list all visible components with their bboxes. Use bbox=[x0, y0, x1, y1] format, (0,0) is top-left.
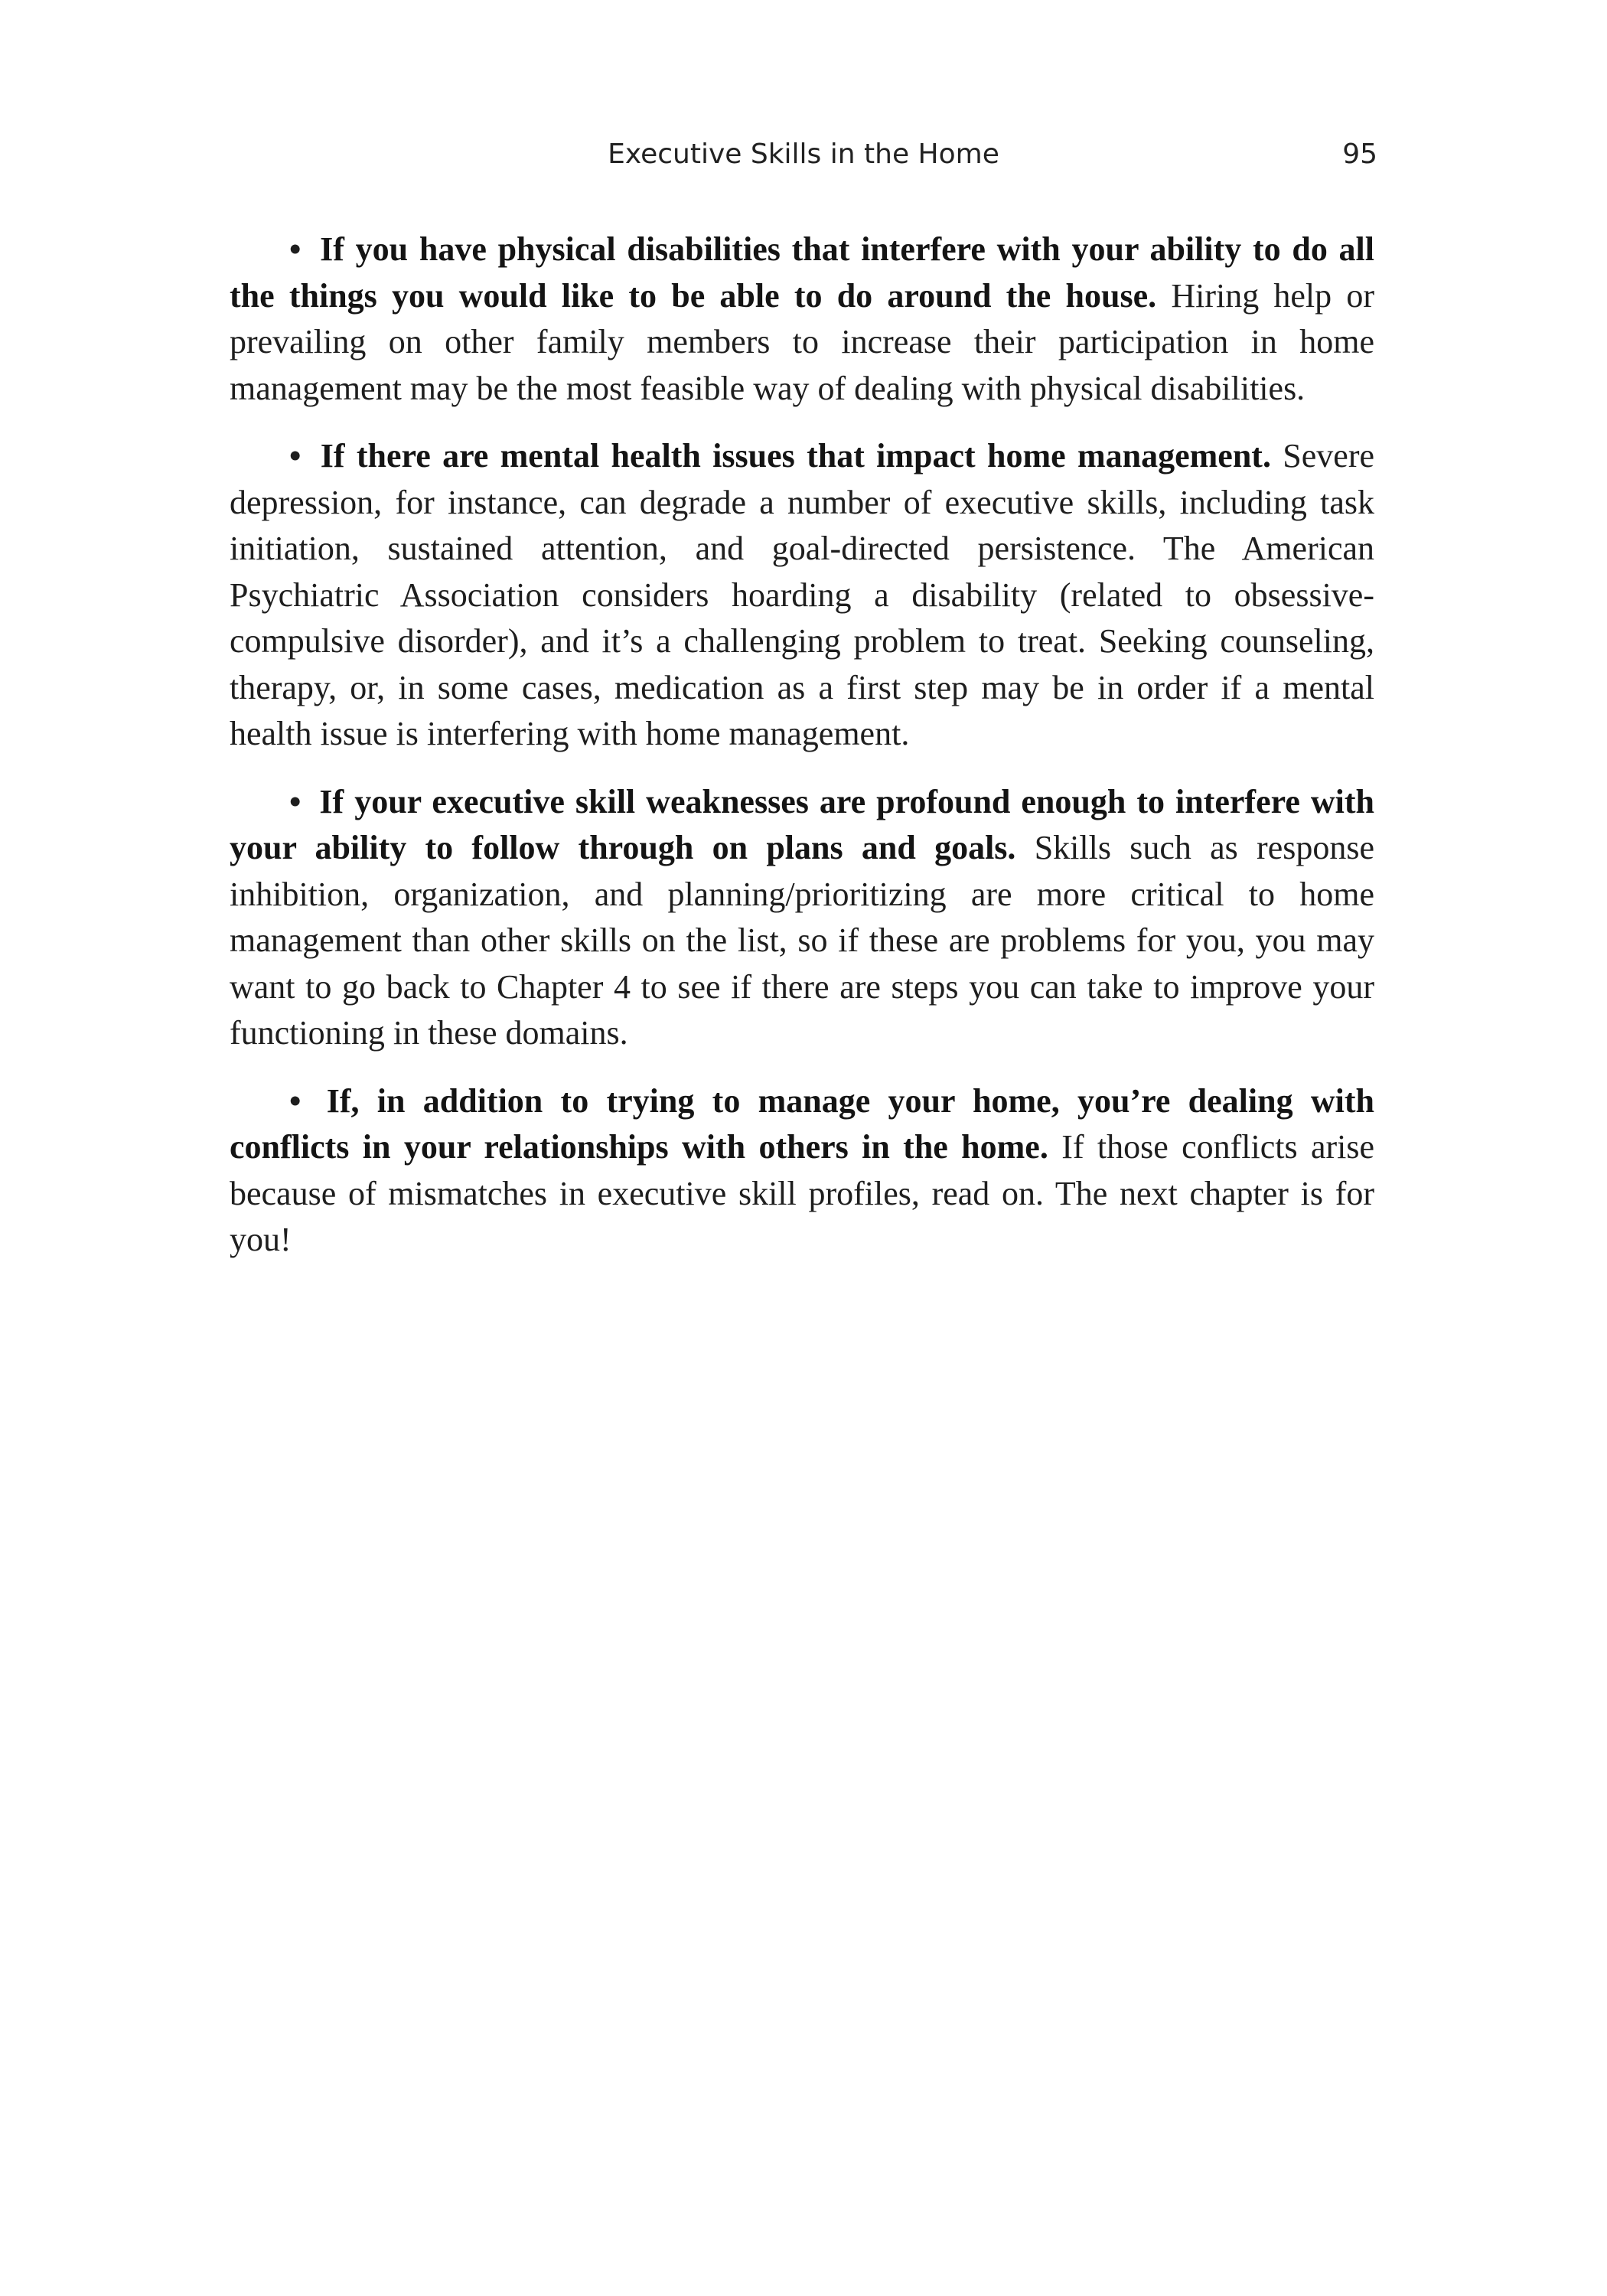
bullet-icon: • bbox=[289, 782, 302, 820]
item-lead: If there are mental health issues that impact home management. bbox=[320, 437, 1271, 475]
item-lead: If your executive skill weaknesses are profound enough to interfere with your ability to follow through on plans and goals. bbox=[230, 782, 1374, 866]
item-lead: If you have physical disabilities that interfere with your ability to do all the things you would like to be able to do around the house. bbox=[230, 230, 1375, 315]
list-item bbox=[230, 227, 1374, 412]
item-body: If those conflicts arise because of mismatches in executive skill profiles, read on. The next chapter is for you! bbox=[230, 1128, 1375, 1258]
bullet-icon: • bbox=[289, 1081, 302, 1120]
item-body: Skills such as response inhibition, organization, and planning/prioritizing are more critical to home management than other skills on the list, so if these are problems for you, you may want to go back to Chapter 4 to see if there are steps you can take to improve your functioning in these domains. bbox=[230, 829, 1375, 1052]
running-title: Executive Skills in the Home bbox=[608, 139, 999, 170]
bullet-list bbox=[230, 227, 1374, 1285]
page-number: 95 bbox=[1342, 139, 1377, 170]
item-lead: If, in addition to trying to manage your home, you’re dealing with conflicts in your relationships with others in the home. bbox=[230, 1081, 1375, 1166]
item-body: Severe depression, for instance, can degrade a number of executive skills, including task initiation, sustained attention, and goal-directed persistence. The American Psychiatric Association considers hoarding a disability (related to obsessive-compulsive disorder), and it’s a challenging problem to treat. Seeking counseling, therapy, or, in some cases, medication as a first step may be in order if a mental health issue is interfering with home management. bbox=[230, 437, 1375, 752]
bullet-icon: • bbox=[289, 230, 302, 268]
running-header bbox=[230, 136, 1377, 173]
list-item bbox=[230, 433, 1374, 758]
bullet-icon: • bbox=[289, 437, 302, 475]
item-body: Hiring help or prevailing on other family members to increase their participation in home management may be the most feasible way of dealing with physical disabilities. bbox=[230, 276, 1374, 407]
list-item bbox=[230, 1078, 1374, 1264]
list-item bbox=[230, 779, 1374, 1057]
